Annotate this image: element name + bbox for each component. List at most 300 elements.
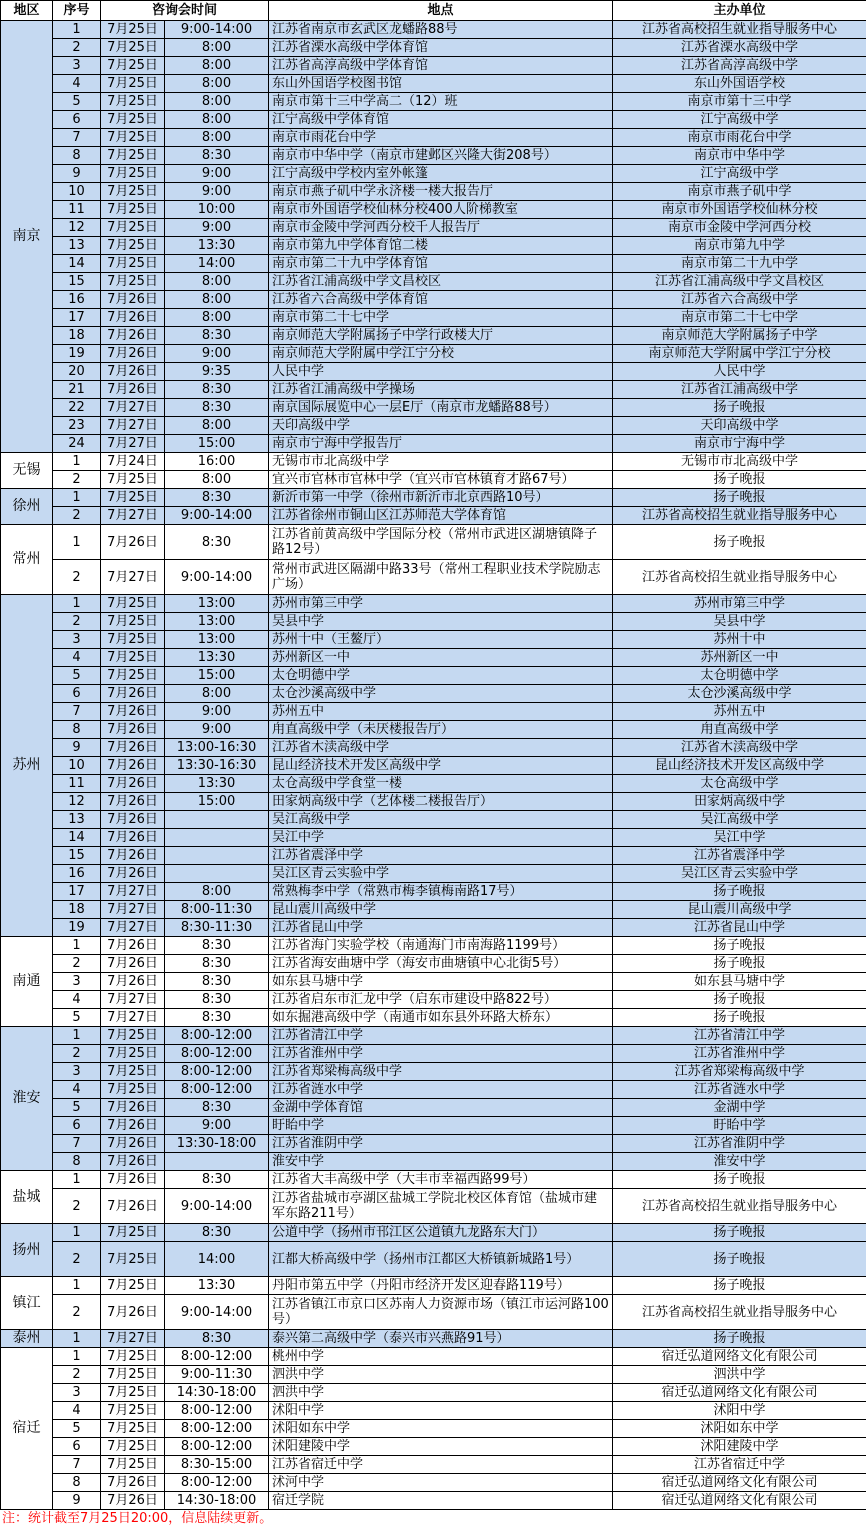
- row-index: 19: [53, 345, 101, 363]
- row-time: 8:00: [165, 93, 269, 111]
- table-row: [1, 901, 866, 919]
- row-location: 南京市外国语学校仙林分校400人阶梯教室: [269, 201, 613, 219]
- table-row: [1, 147, 866, 165]
- row-time: 8:30: [165, 973, 269, 991]
- row-location: 沭阳如东中学: [269, 1420, 613, 1438]
- row-time: 8:00-12:00: [165, 1348, 269, 1366]
- table-row: [1, 201, 866, 219]
- row-organizer: 江苏省木渎高级中学: [613, 739, 866, 757]
- region-cell: 常州: [1, 525, 53, 595]
- row-organizer: 扬子晚报: [613, 525, 866, 560]
- row-location: 江苏省木渎高级中学: [269, 739, 613, 757]
- row-organizer: 宿迁弘道网络文化有限公司: [613, 1348, 866, 1366]
- row-organizer: 南京市第九中学: [613, 237, 866, 255]
- row-time: 8:30: [165, 399, 269, 417]
- row-index: 4: [53, 1402, 101, 1420]
- row-index: 9: [53, 165, 101, 183]
- row-date: 7月26日: [101, 703, 165, 721]
- row-time: 14:30-18:00: [165, 1492, 269, 1510]
- row-date: 7月25日: [101, 1081, 165, 1099]
- row-index: 2: [53, 955, 101, 973]
- row-organizer: 江苏省高淳高级中学: [613, 57, 866, 75]
- row-time: 8:30: [165, 1224, 269, 1242]
- row-index: 6: [53, 111, 101, 129]
- table-row: [1, 1242, 866, 1277]
- row-date: 7月26日: [101, 381, 165, 399]
- row-organizer: 江苏省淮州中学: [613, 1045, 866, 1063]
- row-location: 昆山震川高级中学: [269, 901, 613, 919]
- row-date: 7月26日: [101, 955, 165, 973]
- row-date: 7月25日: [101, 255, 165, 273]
- row-location: 南京市第二十九中学体育馆: [269, 255, 613, 273]
- row-date: 7月25日: [101, 631, 165, 649]
- row-date: 7月25日: [101, 129, 165, 147]
- row-date: 7月25日: [101, 649, 165, 667]
- row-location: 江宁高级中学校内室外帐篷: [269, 165, 613, 183]
- row-time: 16:00: [165, 453, 269, 471]
- table-row: [1, 345, 866, 363]
- row-index: 1: [53, 1027, 101, 1045]
- row-date: 7月26日: [101, 685, 165, 703]
- row-organizer: 昆山经济技术开发区高级中学: [613, 757, 866, 775]
- row-index: 1: [53, 1171, 101, 1189]
- row-organizer: 江苏省昆山中学: [613, 919, 866, 937]
- row-location: 东山外国语学校图书馆: [269, 75, 613, 93]
- row-date: 7月27日: [101, 1330, 165, 1348]
- row-organizer: 江苏省涟水中学: [613, 1081, 866, 1099]
- row-time: 9:00: [165, 721, 269, 739]
- row-location: 常州市武进区隔湖中路33号（常州工程职业技术学院励志广场）: [269, 560, 613, 595]
- row-organizer: 江宁高级中学: [613, 111, 866, 129]
- row-date: 7月25日: [101, 147, 165, 165]
- row-date: 7月25日: [101, 39, 165, 57]
- row-location: 苏州新区一中: [269, 649, 613, 667]
- row-location: 江苏省淮州中学: [269, 1045, 613, 1063]
- row-time: 8:30-11:30: [165, 919, 269, 937]
- row-index: 10: [53, 183, 101, 201]
- row-location: 江苏省宿迁中学: [269, 1456, 613, 1474]
- table-row: [1, 649, 866, 667]
- row-index: 1: [53, 595, 101, 613]
- row-location: 天印高级中学: [269, 417, 613, 435]
- row-organizer: 江苏省高校招生就业指导服务中心: [613, 560, 866, 595]
- header-row: [1, 1, 866, 21]
- row-date: 7月26日: [101, 1135, 165, 1153]
- table-row: [1, 1135, 866, 1153]
- row-time: 13:30: [165, 775, 269, 793]
- row-location: 南京市第十三中学高二（12）班: [269, 93, 613, 111]
- table-row: [1, 1224, 866, 1242]
- table-row: [1, 631, 866, 649]
- row-location: 太仓高级中学食堂一楼: [269, 775, 613, 793]
- row-organizer: 苏州新区一中: [613, 649, 866, 667]
- row-time: 8:00: [165, 309, 269, 327]
- row-date: 7月25日: [101, 183, 165, 201]
- row-organizer: 太仓高级中学: [613, 775, 866, 793]
- table-row: [1, 111, 866, 129]
- region-cell: 徐州: [1, 489, 53, 525]
- row-date: 7月25日: [101, 165, 165, 183]
- row-location: 苏州五中: [269, 703, 613, 721]
- row-organizer: 扬子晚报: [613, 1009, 866, 1027]
- row-time: 15:00: [165, 435, 269, 453]
- table-row: [1, 811, 866, 829]
- row-location: 江苏省高淳高级中学体育馆: [269, 57, 613, 75]
- row-location: 公道中学（扬州市邗江区公道镇九龙路东大门）: [269, 1224, 613, 1242]
- row-index: 2: [53, 560, 101, 595]
- table-row: [1, 919, 866, 937]
- row-location: 江苏省海门实验学校（南通海门市南海路1199号）: [269, 937, 613, 955]
- row-index: 10: [53, 757, 101, 775]
- row-organizer: 吴县中学: [613, 613, 866, 631]
- row-location: 沭阳建陵中学: [269, 1438, 613, 1456]
- row-index: 1: [53, 1277, 101, 1295]
- table-row: [1, 1045, 866, 1063]
- row-date: 7月27日: [101, 1009, 165, 1027]
- table-row: [1, 703, 866, 721]
- row-index: 18: [53, 901, 101, 919]
- row-index: 4: [53, 1081, 101, 1099]
- row-location: 南京市燕子矶中学永济楼一楼大报告厅: [269, 183, 613, 201]
- row-organizer: 扬子晚报: [613, 1224, 866, 1242]
- table-row: [1, 1171, 866, 1189]
- row-date: 7月25日: [101, 219, 165, 237]
- row-time: 8:00: [165, 129, 269, 147]
- table-row: [1, 1402, 866, 1420]
- row-time: 13:30: [165, 1277, 269, 1295]
- table-row: [1, 399, 866, 417]
- row-index: 8: [53, 147, 101, 165]
- row-date: 7月26日: [101, 973, 165, 991]
- row-location: 江苏省盐城市亭湖区盐城工学院北校区体育馆（盐城市建军东路211号）: [269, 1189, 613, 1224]
- row-date: 7月25日: [101, 471, 165, 489]
- row-time: 8:00: [165, 685, 269, 703]
- row-index: 1: [53, 453, 101, 471]
- table-row: [1, 937, 866, 955]
- row-organizer: 甪直高级中学: [613, 721, 866, 739]
- row-index: 6: [53, 1117, 101, 1135]
- row-time: 8:00-12:00: [165, 1438, 269, 1456]
- table-row: [1, 93, 866, 111]
- row-location: 泗洪中学: [269, 1366, 613, 1384]
- row-location: 江苏省前黄高级中学国际分校（常州市武进区湖塘镇降子路12号）: [269, 525, 613, 560]
- row-time: 8:30: [165, 1009, 269, 1027]
- row-location: 常熟梅李中学（常熟市梅李镇梅南路17号）: [269, 883, 613, 901]
- row-organizer: 江苏省高校招生就业指导服务中心: [613, 21, 866, 39]
- row-date: 7月26日: [101, 1099, 165, 1117]
- row-location: 南京市第二十七中学: [269, 309, 613, 327]
- row-index: 11: [53, 775, 101, 793]
- row-organizer: 扬子晚报: [613, 937, 866, 955]
- row-time: 10:00: [165, 201, 269, 219]
- row-organizer: 沭阳如东中学: [613, 1420, 866, 1438]
- row-date: 7月27日: [101, 507, 165, 525]
- row-location: 江苏省清江中学: [269, 1027, 613, 1045]
- row-organizer: 吴江中学: [613, 829, 866, 847]
- region-cell: 苏州: [1, 595, 53, 937]
- table-row: [1, 1063, 866, 1081]
- row-date: 7月25日: [101, 1242, 165, 1277]
- row-location: 沭河中学: [269, 1474, 613, 1492]
- row-organizer: 盱眙中学: [613, 1117, 866, 1135]
- row-location: 江苏省南京市玄武区龙蟠路88号: [269, 21, 613, 39]
- table-row: [1, 1438, 866, 1456]
- row-date: 7月25日: [101, 1045, 165, 1063]
- row-organizer: 扬子晚报: [613, 1242, 866, 1277]
- row-time: 9:00-11:30: [165, 1366, 269, 1384]
- row-organizer: 如东县马塘中学: [613, 973, 866, 991]
- row-time: 13:30: [165, 649, 269, 667]
- table-row: [1, 829, 866, 847]
- table-row: [1, 291, 866, 309]
- row-location: 南京师范大学附属中学江宁分校: [269, 345, 613, 363]
- row-organizer: 田家炳高级中学: [613, 793, 866, 811]
- row-location: 南京市中华中学（南京市建邺区兴隆大街208号）: [269, 147, 613, 165]
- row-organizer: 苏州五中: [613, 703, 866, 721]
- row-location: 江苏省溧水高级中学体育馆: [269, 39, 613, 57]
- table-row: [1, 129, 866, 147]
- row-date: 7月26日: [101, 739, 165, 757]
- table-row: [1, 273, 866, 291]
- row-date: 7月26日: [101, 793, 165, 811]
- row-index: 14: [53, 829, 101, 847]
- row-date: 7月25日: [101, 201, 165, 219]
- row-date: 7月26日: [101, 721, 165, 739]
- row-organizer: 昆山震川高级中学: [613, 901, 866, 919]
- row-index: 2: [53, 613, 101, 631]
- row-date: 7月26日: [101, 757, 165, 775]
- row-date: 7月26日: [101, 345, 165, 363]
- row-index: 2: [53, 471, 101, 489]
- row-organizer: 扬子晚报: [613, 1171, 866, 1189]
- row-time: 8:30: [165, 327, 269, 345]
- table-row: [1, 1492, 866, 1510]
- row-index: 5: [53, 93, 101, 111]
- row-time: 8:30: [165, 991, 269, 1009]
- row-date: 7月25日: [101, 21, 165, 39]
- table-row: [1, 1384, 866, 1402]
- row-time: [165, 1153, 269, 1171]
- table-row: [1, 1295, 866, 1330]
- table-row: [1, 613, 866, 631]
- row-organizer: 南京市金陵中学河西分校: [613, 219, 866, 237]
- row-date: 7月26日: [101, 1295, 165, 1330]
- row-date: 7月26日: [101, 1153, 165, 1171]
- row-time: 9:00-14:00: [165, 560, 269, 595]
- row-location: 桃州中学: [269, 1348, 613, 1366]
- row-organizer: 江苏省溧水高级中学: [613, 39, 866, 57]
- row-organizer: 苏州十中: [613, 631, 866, 649]
- row-time: 15:00: [165, 667, 269, 685]
- row-date: 7月25日: [101, 595, 165, 613]
- row-date: 7月25日: [101, 1224, 165, 1242]
- row-index: 2: [53, 1045, 101, 1063]
- row-organizer: 太仓沙溪高级中学: [613, 685, 866, 703]
- row-index: 16: [53, 865, 101, 883]
- row-location: 江苏省昆山中学: [269, 919, 613, 937]
- header-location: 地点: [269, 1, 613, 21]
- row-date: 7月26日: [101, 327, 165, 345]
- row-time: 8:30: [165, 489, 269, 507]
- row-index: 4: [53, 649, 101, 667]
- row-time: 8:30: [165, 381, 269, 399]
- table-row: [1, 595, 866, 613]
- row-index: 7: [53, 703, 101, 721]
- row-index: 13: [53, 237, 101, 255]
- table-row: [1, 1099, 866, 1117]
- row-index: 7: [53, 1456, 101, 1474]
- row-index: 6: [53, 1438, 101, 1456]
- table-row: [1, 955, 866, 973]
- region-cell: 南通: [1, 937, 53, 1027]
- row-organizer: 苏州市第三中学: [613, 595, 866, 613]
- table-row: [1, 793, 866, 811]
- row-organizer: 南京师范大学附属中学江宁分校: [613, 345, 866, 363]
- row-index: 15: [53, 847, 101, 865]
- row-date: 7月25日: [101, 273, 165, 291]
- row-organizer: 东山外国语学校: [613, 75, 866, 93]
- row-time: 9:00-14:00: [165, 1189, 269, 1224]
- row-date: 7月25日: [101, 489, 165, 507]
- row-date: 7月25日: [101, 1402, 165, 1420]
- row-time: 13:00: [165, 613, 269, 631]
- row-index: 21: [53, 381, 101, 399]
- row-time: 8:00: [165, 39, 269, 57]
- row-location: 江苏省大丰高级中学（大丰市幸福西路99号）: [269, 1171, 613, 1189]
- row-time: 8:30: [165, 937, 269, 955]
- row-organizer: 南京市第二十七中学: [613, 309, 866, 327]
- table-row: [1, 255, 866, 273]
- table-row: [1, 991, 866, 1009]
- table-row: [1, 381, 866, 399]
- row-date: 7月25日: [101, 237, 165, 255]
- row-time: 9:00: [165, 1117, 269, 1135]
- row-date: 7月25日: [101, 1277, 165, 1295]
- table-row: [1, 560, 866, 595]
- row-time: 8:00-12:00: [165, 1063, 269, 1081]
- row-index: 3: [53, 57, 101, 75]
- row-location: 吴江区青云实验中学: [269, 865, 613, 883]
- table-row: [1, 1189, 866, 1224]
- row-time: 9:00: [165, 703, 269, 721]
- row-location: 新沂市第一中学（徐州市新沂市北京西路10号）: [269, 489, 613, 507]
- row-time: [165, 847, 269, 865]
- row-index: 12: [53, 219, 101, 237]
- table-row: [1, 685, 866, 703]
- row-organizer: 江苏省高校招生就业指导服务中心: [613, 1295, 866, 1330]
- row-date: 7月26日: [101, 937, 165, 955]
- row-time: 8:00-12:00: [165, 1045, 269, 1063]
- row-organizer: 淮安中学: [613, 1153, 866, 1171]
- row-organizer: 沭阳中学: [613, 1402, 866, 1420]
- region-cell: 淮安: [1, 1027, 53, 1171]
- table-row: [1, 1009, 866, 1027]
- row-index: 8: [53, 1153, 101, 1171]
- row-location: 苏州十中（王鳌厅）: [269, 631, 613, 649]
- row-organizer: 江苏省宿迁中学: [613, 1456, 866, 1474]
- row-location: 南京市宁海中学报告厅: [269, 435, 613, 453]
- row-time: 8:30: [165, 525, 269, 560]
- row-index: 5: [53, 667, 101, 685]
- row-date: 7月27日: [101, 901, 165, 919]
- row-organizer: 扬子晚报: [613, 955, 866, 973]
- row-organizer: 南京市雨花台中学: [613, 129, 866, 147]
- row-index: 4: [53, 75, 101, 93]
- region-cell: 南京: [1, 21, 53, 453]
- row-index: 24: [53, 435, 101, 453]
- row-index: 1: [53, 937, 101, 955]
- row-index: 1: [53, 1224, 101, 1242]
- table-row: [1, 219, 866, 237]
- row-organizer: 江苏省高校招生就业指导服务中心: [613, 507, 866, 525]
- row-date: 7月25日: [101, 1348, 165, 1366]
- row-organizer: 扬子晚报: [613, 489, 866, 507]
- row-organizer: 江苏省六合高级中学: [613, 291, 866, 309]
- table-row: [1, 1153, 866, 1171]
- row-time: 8:00-12:00: [165, 1081, 269, 1099]
- row-organizer: 扬子晚报: [613, 399, 866, 417]
- table-row: [1, 1277, 866, 1295]
- header-index: 序号: [53, 1, 101, 21]
- row-organizer: 南京市第十三中学: [613, 93, 866, 111]
- row-index: 6: [53, 685, 101, 703]
- row-date: 7月27日: [101, 560, 165, 595]
- row-date: 7月26日: [101, 309, 165, 327]
- row-location: 如东县马塘中学: [269, 973, 613, 991]
- row-organizer: 南京市宁海中学: [613, 435, 866, 453]
- row-date: 7月27日: [101, 883, 165, 901]
- row-location: 人民中学: [269, 363, 613, 381]
- row-time: 9:00: [165, 165, 269, 183]
- row-date: 7月25日: [101, 111, 165, 129]
- row-location: 如东掘港高级中学（南通市如东县外环路大桥东）: [269, 1009, 613, 1027]
- row-index: 1: [53, 1348, 101, 1366]
- region-cell: 宿迁: [1, 1348, 53, 1510]
- table-row: [1, 507, 866, 525]
- row-time: 13:00-16:30: [165, 739, 269, 757]
- table-row: [1, 1027, 866, 1045]
- row-location: 南京国际展览中心一层E厅（南京市龙蟠路88号）: [269, 399, 613, 417]
- row-organizer: 宿迁弘道网络文化有限公司: [613, 1492, 866, 1510]
- row-index: 4: [53, 991, 101, 1009]
- row-date: 7月26日: [101, 1189, 165, 1224]
- row-index: 17: [53, 309, 101, 327]
- row-date: 7月26日: [101, 829, 165, 847]
- row-location: 丹阳市第五中学（丹阳市经济开发区迎春路119号）: [269, 1277, 613, 1295]
- row-date: 7月26日: [101, 525, 165, 560]
- region-cell: 扬州: [1, 1224, 53, 1277]
- row-organizer: 南京市中华中学: [613, 147, 866, 165]
- row-index: 18: [53, 327, 101, 345]
- row-date: 7月25日: [101, 667, 165, 685]
- row-time: 15:00: [165, 793, 269, 811]
- table-row: [1, 1474, 866, 1492]
- table-row: [1, 1348, 866, 1366]
- row-location: 沭阳中学: [269, 1402, 613, 1420]
- row-time: 8:30: [165, 1330, 269, 1348]
- table-row: [1, 667, 866, 685]
- row-date: 7月27日: [101, 399, 165, 417]
- table-row: [1, 453, 866, 471]
- row-time: 8:00: [165, 883, 269, 901]
- row-time: 13:00: [165, 631, 269, 649]
- row-time: 8:30: [165, 147, 269, 165]
- table-row: [1, 1330, 866, 1348]
- region-cell: 盐城: [1, 1171, 53, 1224]
- table-row: [1, 165, 866, 183]
- row-organizer: 江苏省清江中学: [613, 1027, 866, 1045]
- row-date: 7月25日: [101, 1366, 165, 1384]
